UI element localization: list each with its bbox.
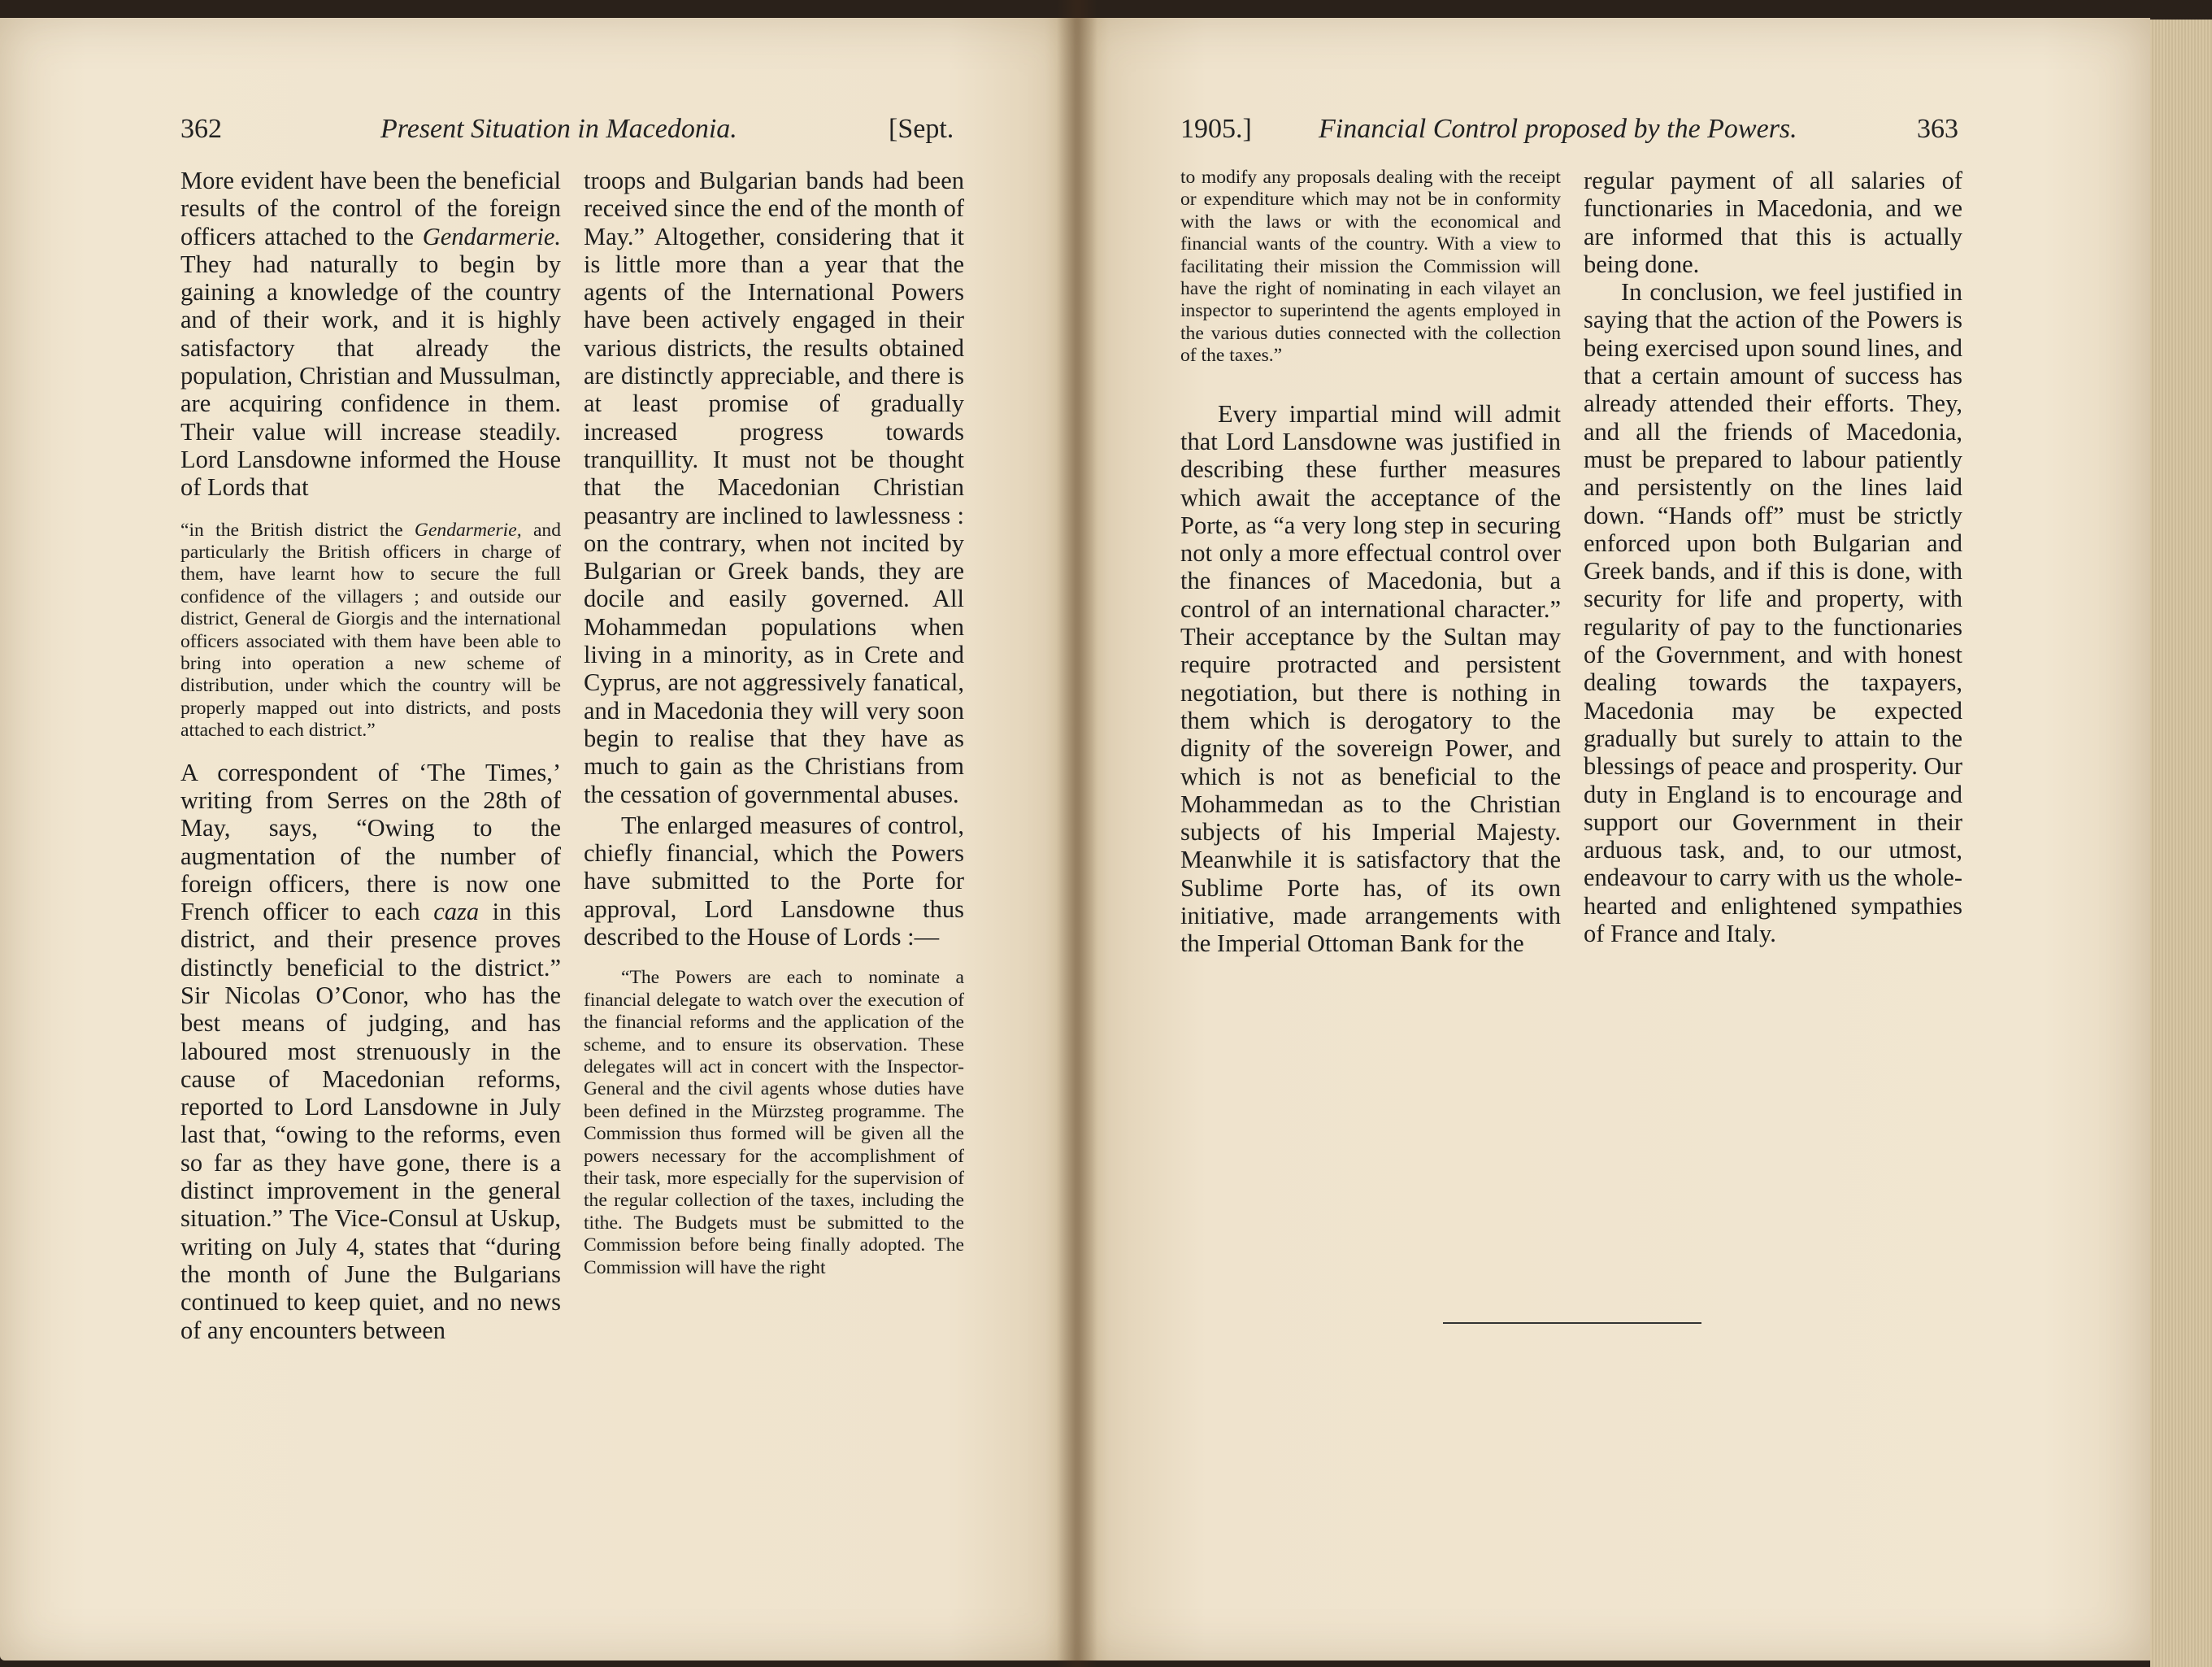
right-column-2: [1584, 167, 1962, 947]
paragraph: The enlarged measures of control, chiefly financial, which the Powers have submitted to the Porte for approval, Lord Lansdowne thus described to the House of Lords :—: [584, 811, 964, 951]
text-run: They had naturally to begin by gaining a knowledge of the country and of their work, and it is highly satisfactory that already the population, Christian and Mussulman, are acquiring confidence in them. Their value will increase steadily. Lord Lansdowne informed the House of Lords that: [180, 250, 561, 502]
left-running-title-text: Present Situation in Macedonia.: [380, 114, 737, 144]
page-edges: [2150, 20, 2212, 1667]
text-run: “in the British district the: [180, 519, 415, 541]
left-column-1: [180, 167, 561, 1344]
text-run: A correspondent of ‘The Times,’ writing from Serres on the 28th of May, says, “Owing to the augmentation of the number of foreign officers, there is now one French officer to each: [180, 758, 561, 926]
italic-term: Gendarmerie,: [414, 519, 522, 541]
paragraph: troops and Bulgarian bands had been received since the end of the month of May.” Altogether, considering that it is little more than a year that the agents of the International Powers have been actively engaged in their various districts, the results obtained are distinctly appreciable, and there is at least promise of gradually increased progress towards tranquillity. It must not be thought that the Macedonian Christian peasantry are inclined to lawlessness : on the contrary, when not incited by Bulgarian or Greek bands, they are docile and easily governed. All Mohammedan populations when living in a minority, as in Crete and Cyprus, are not aggressively fanatical, and in Macedonia they will very soon begin to realise that they have as much to gain as the Christians from the cessation of governmental abuses.: [584, 167, 964, 808]
italic-term: caza: [433, 898, 480, 926]
left-column-2: [584, 167, 964, 1279]
paragraph: regular payment of all salaries of functionaries in Macedonia, and we are informed that this is actually being done.: [1584, 167, 1962, 278]
paragraph: Every impartial mind will admit that Lord Lansdowne was justified in describing these further measures which await the acceptance of the Porte, as “a very long step in securing not only a more effectual control over the finances of Macedonia, but a control of an international character.” Their acceptance by the Sultan may require protracted and persistent negotiation, but there is nothing in them which is derogatory to the dignity of the sovereign Power, and which is not as beneficial to the Mohammedan as to the Christian subjects of his Imperial Majesty. Meanwhile it is satisfactory that the Sublime Porte has, of its own initiative, made arrangements with the Imperial Ottoman Bank for the: [1180, 399, 1561, 958]
italic-term: Gendarmerie.: [422, 222, 561, 250]
book-gutter: [1057, 0, 1097, 1667]
left-date-mark: [Sept.: [889, 114, 954, 144]
right-page-number: 363: [1917, 114, 1958, 144]
block-quote: [180, 520, 561, 742]
right-running-title: [1319, 114, 1797, 145]
right-running-title-text: Financial Control proposed by the Powers.: [1319, 114, 1797, 144]
section-end-rule: [1443, 1322, 1701, 1324]
text-run: in this district, and their presence proves distinctly beneficial to the district.” Sir Nicolas O’Conor, who has the best means of judging, and has laboured most strenuously in the cause of Macedonian reforms, reported to Lord Lansdowne in July last that, “owing to the reforms, even so far as they have gone, there is a distinct improvement in the general situation.” The Vice-Consul at Uskup, writing on July 4, states that “during the month of June the Bulgarians continued to keep quiet, and no news of any encounters between: [180, 898, 561, 1344]
block-quote: to modify any proposals dealing with the receipt or expenditure which may not be in conformity with the laws or with the economical and financial wants of the country. With a view to facilitating their mission the Commission will have the right of nominating in each vilayet an inspector to superintend the agents employed in the various duties connected with the collection of the taxes.”: [1180, 167, 1561, 367]
paragraph: [180, 759, 561, 1344]
right-date-mark: 1905.]: [1180, 114, 1252, 144]
text-run: More evident have been the beneficial results of the control of the foreign officers attached to the: [180, 167, 561, 250]
paragraph: In conclusion, we feel justified in saying that the action of the Powers is being exercised upon sound lines, and that a certain amount of success has already attended their efforts. They, and all the friends of Macedonia, must be prepared to labour patiently and persistently on the lines laid down. “Hands off” must be strictly enforced upon both Bulgarian and Greek bands, and if this is done, with security for life and property, with regularity of pay to the functionaries of the Government, and with honest dealing towards the taxpayers, Macedonia may be expected gradually but surely to attain to the blessings of peace and prosperity. Our duty in England is to encourage and support our Government in their arduous task, and, to our utmost, endeavour to carry with us the whole-hearted and enlightened sympathies of France and Italy.: [1584, 278, 1962, 948]
block-quote: “The Powers are each to nominate a financial delegate to watch over the execution of the financial reforms and the application of the scheme, and to ensure its observation. These delegates will act in concert with the Inspector-General and the civil agents whose duties have been defined in the Mürzsteg programme. The Commission thus formed will be given all the powers necessary for the accomplishment of their task, more especially for the supervision of the regular collection of the taxes, including the tithe. The Budgets must be submitted to the Commission before being finally adopted. The Commission will have the right: [584, 967, 964, 1278]
text-run: and particularly the British officers in charge of them, have learnt how to secure the full confidence of the villagers ; and outside our district, General de Giorgis and the international officers associated with them have been able to bring into operation a new scheme of distribution, under which the country will be properly mapped out into districts, and posts attached to each district.”: [180, 519, 562, 742]
left-page-number: 362: [180, 114, 222, 144]
right-column-1: [1180, 167, 1561, 958]
paragraph: [180, 167, 561, 502]
left-running-title: [380, 114, 737, 145]
